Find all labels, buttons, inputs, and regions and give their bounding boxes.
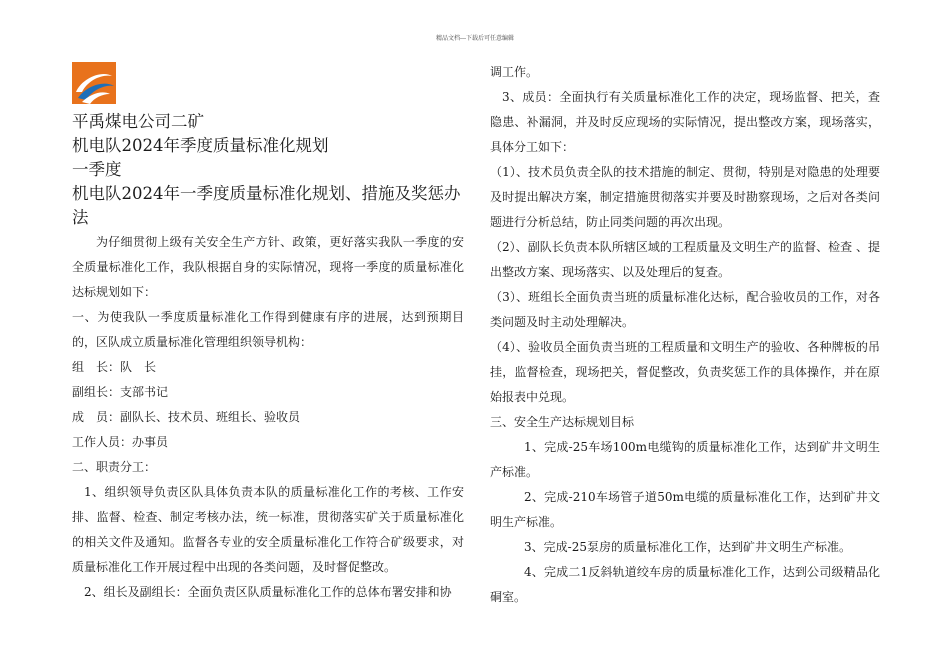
duty-team-leader: （3）、班组长全面负责当班的质量标准化达标，配合验收员的工作，对各类问题及时主动处理解决。 [490, 290, 880, 329]
document-title: 机电队2024年一季度质量标准化规划、措施及奖惩办法 [72, 184, 461, 227]
target-3: 3、完成-25泵房的质量标准化工作，达到矿井文明生产标准。 [524, 540, 851, 554]
company-title: 平禹煤电公司二矿 [72, 112, 204, 131]
section-three-heading: 三、安全生产达标规划目标 [490, 415, 635, 429]
deputy-leader-line: 副组长：支部书记 [72, 385, 169, 399]
members-line: 成 员：副队长、技术员、班组长、验收员 [72, 410, 301, 424]
section-two-heading: 二、职责分工： [72, 460, 157, 474]
right-column [490, 60, 880, 610]
plan-title: 机电队2024年季度质量标准化规划 [72, 136, 329, 155]
section-one: 一、为使我队一季度质量标准化工作得到健康有序的进展，达到预期目的，区队成立质量标准化管理组织领导机构： [72, 310, 464, 349]
duty-technician: （1）、技术员负责全队的技术措施的制定、贯彻，特别是对隐患的处理要及时提出解决方案，制定措施贯彻落实并要及时勘察现场，之后对各类问题进行分析总结，防止同类问题的再次出现。 [490, 165, 880, 229]
duty-continuation: 调工作。 [490, 65, 539, 79]
left-column [72, 110, 464, 605]
leader-line: 组 长：队 长 [72, 360, 157, 374]
target-2: 2、完成-210车场管子道50m电缆的质量标准化工作，达到矿井文明生产标准。 [490, 490, 880, 529]
quarter-title: 一季度 [72, 160, 122, 179]
duty-deputy-captain: （2）、副队长负责本队所辖区域的工程质量及文明生产的监督、检查 、提出整改方案、现场落实、以及处理后的复查。 [490, 240, 880, 279]
page-header-note: 精品文档---下载后可任意编辑 [435, 35, 515, 42]
company-logo [72, 62, 116, 104]
target-1: 1、完成-25车场100m电缆钩的质量标准化工作，达到矿井文明生产标准。 [490, 440, 880, 479]
target-4: 4、完成二1反斜轨道绞车房的质量标准化工作，达到公司级精品化硐室。 [490, 565, 880, 604]
staff-line: 工作人员：办事员 [72, 435, 169, 449]
duty-paragraph-3: 3、成员：全面执行有关质量标准化工作的决定，现场监督、把关，查隐患、补漏洞，并及时反应现场的实际情况，提出整改方案，现场落实，具体分工如下： [490, 90, 880, 154]
duty-inspector: （4）、验收员全面负责当班的工程质量和文明生产的验收、各种牌板的吊挂，监督检查，现场把关，督促整改，负责奖惩工作的具体操作，并在原始报表中兑现。 [490, 340, 880, 404]
duty-paragraph-2: 2、组长及副组长：全面负责区队质量标准化工作的总体布署安排和协 [84, 585, 452, 599]
intro-paragraph: 为仔细贯彻上级有关安全生产方针、政策，更好落实我队一季度的安全质量标准化工作，我队根据自身的实际情况，现将一季度的质量标准化达标规划如下： [72, 235, 464, 299]
duty-paragraph-1: 1、组织领导负责区队具体负责本队的质量标准化工作的考核、工作安排、监督、检查、制定考核办法，统一标准，贯彻落实矿关于质量标准化的相关文件及通知。监督各专业的安全质量标准化工作符合矿级要求，对质量标准化工作开展过程中出现的各类问题，及时督促整改。 [72, 485, 464, 574]
